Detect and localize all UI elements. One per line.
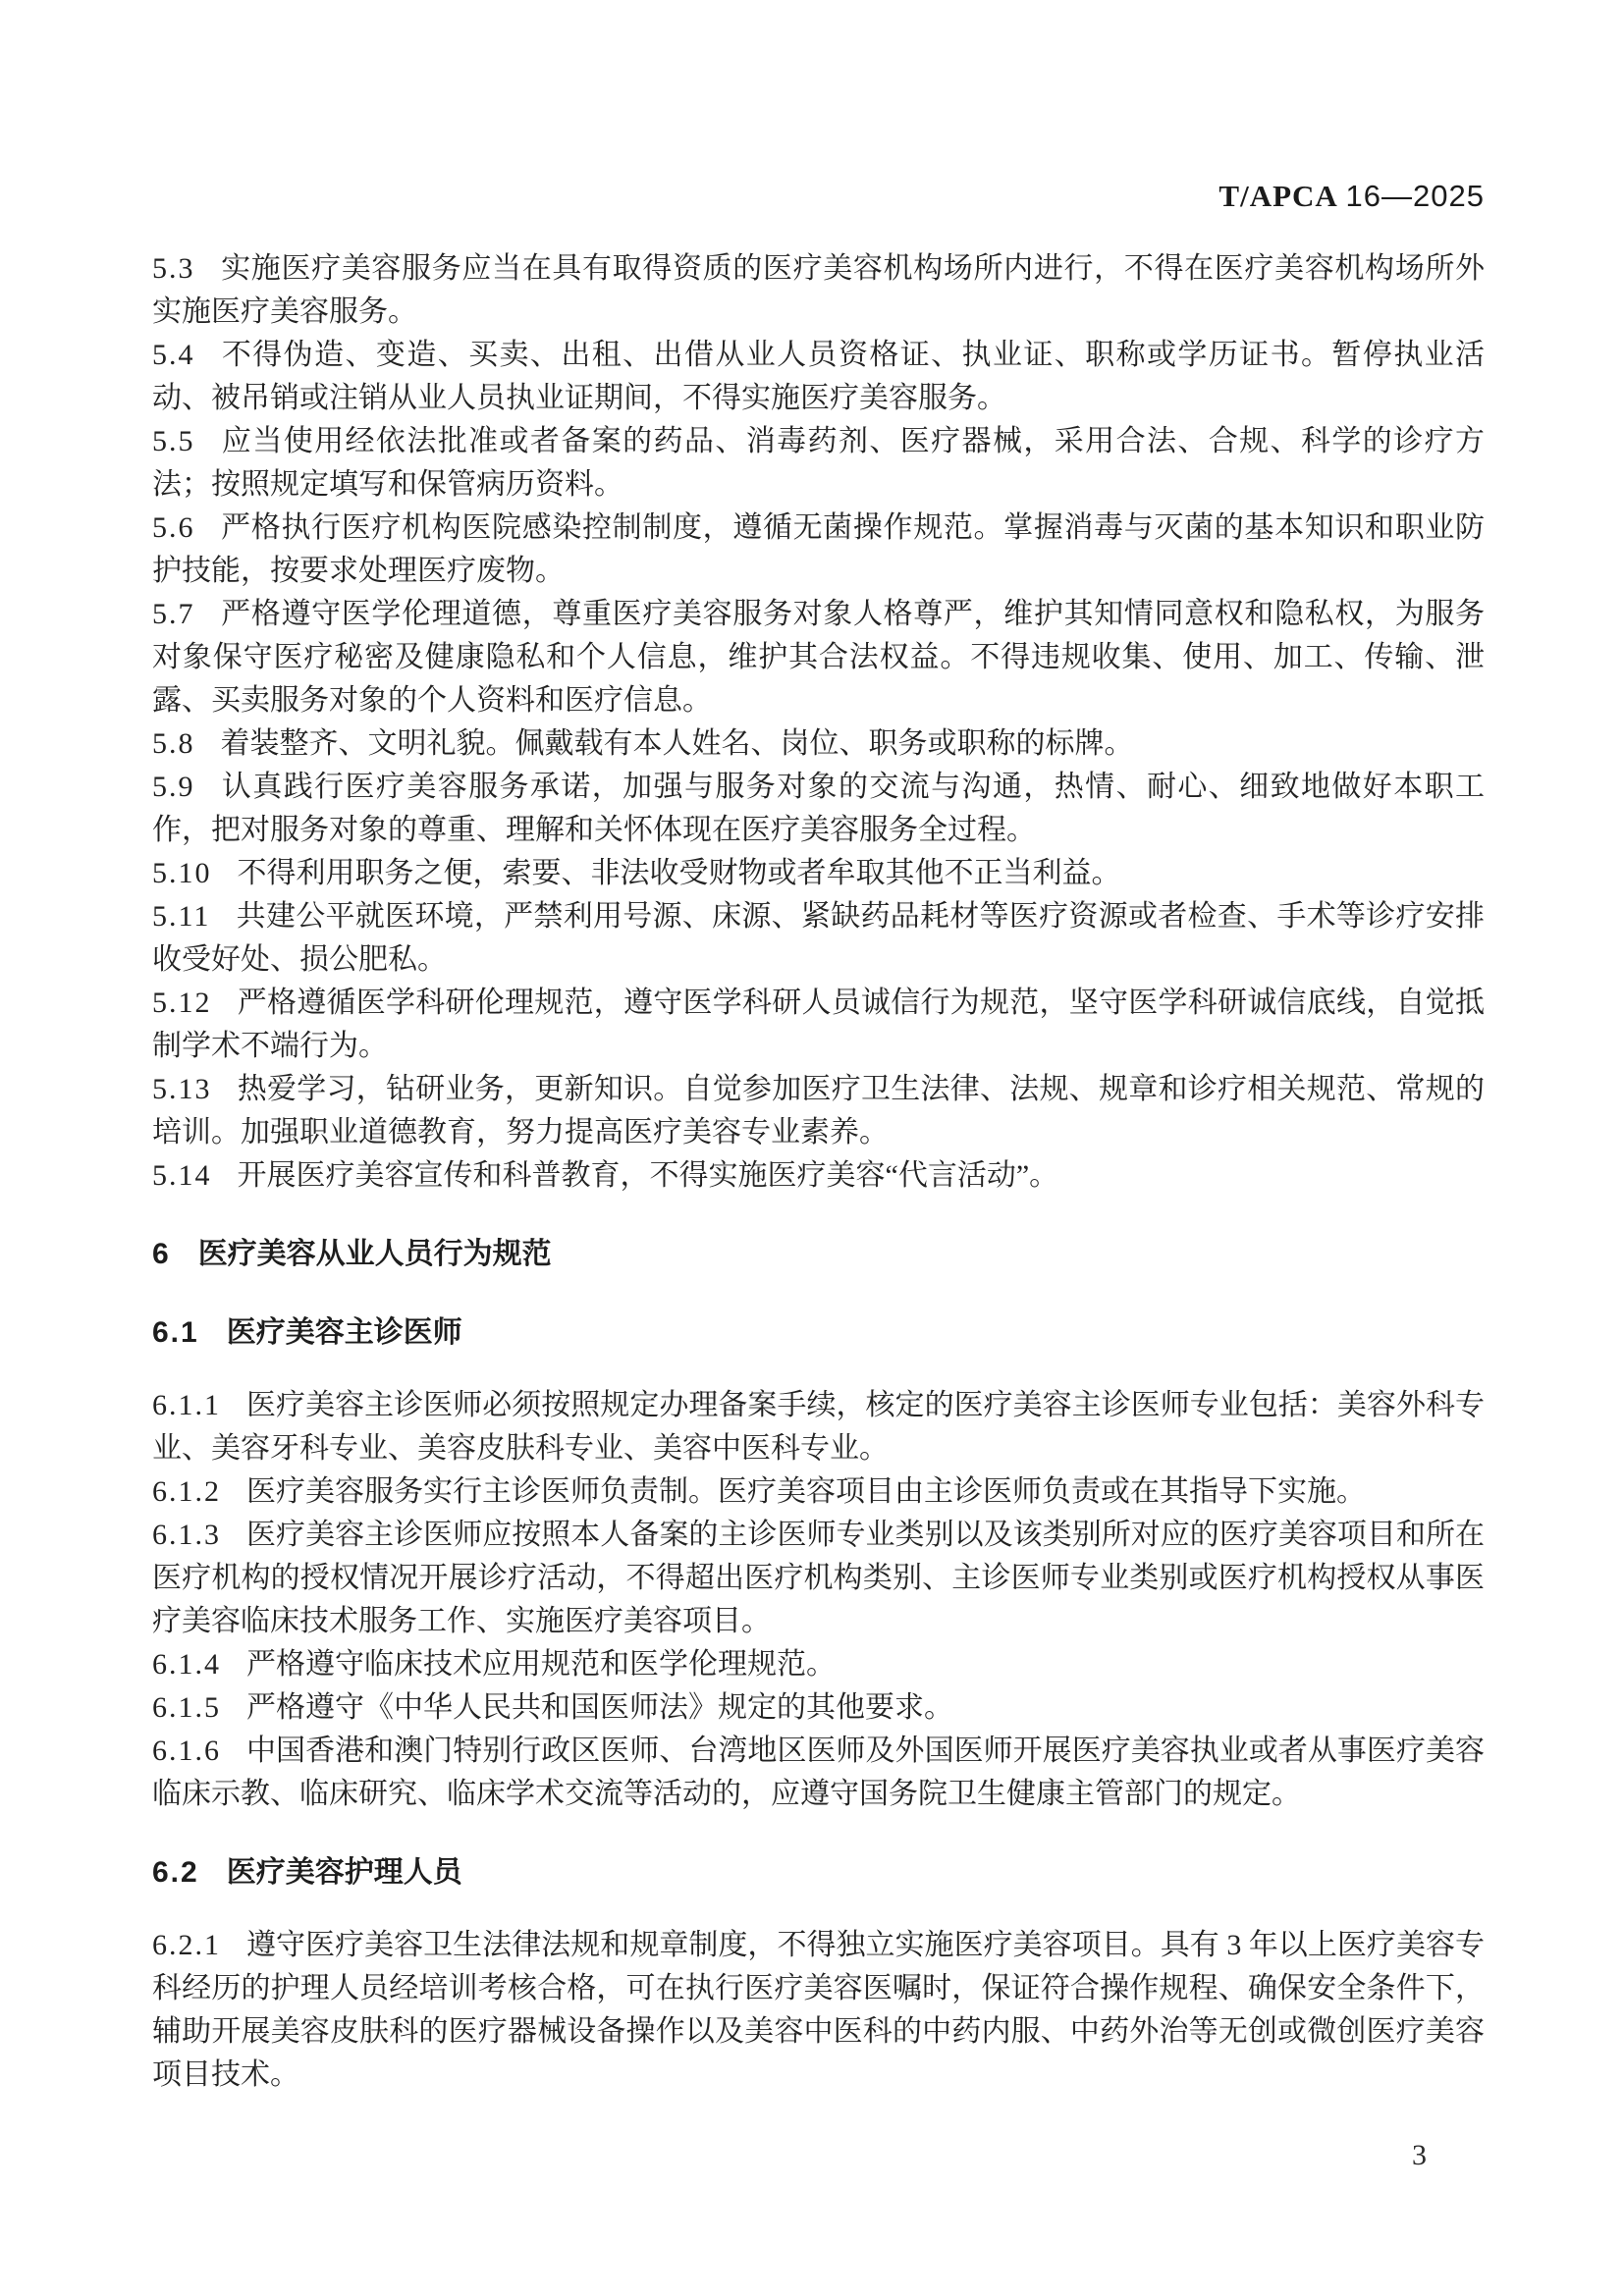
clause-paragraph [152,1154,1485,1198]
document-code-prefix: T/APCA [1218,179,1338,213]
clause-number: 6.1.6 [152,1735,221,1767]
clause-text: 着装整齐、文明礼貌。佩戴载有本人姓名、岗位、职务或职称的标牌。 [220,727,1134,760]
clause-paragraph [152,722,1485,766]
clause-paragraph [152,1643,1485,1686]
clause-paragraph [152,593,1485,722]
subsection-heading [152,1311,1485,1355]
clause-paragraph [152,1924,1485,2097]
clause-paragraph [152,1514,1485,1643]
clause-text: 开展医疗美容宣传和科普教育，不得实施医疗美容“代言活动”。 [237,1159,1059,1192]
document-code [1218,180,1485,213]
clause-paragraph [152,766,1485,852]
clause-text: 不得利用职务之便，索要、非法收受财物或者牟取其他不正当利益。 [237,857,1121,889]
clause-number: 6.1.2 [152,1475,221,1508]
clause-text: 严格遵守《中华人民共和国医师法》规定的其他要求。 [246,1691,953,1724]
subsection-heading [152,1851,1485,1895]
clause-text: 遵守医疗美容卫生法律法规和规章制度，不得独立实施医疗美容项目。具有 3 年以上医疗美容专科经历的护理人员经培训考核合格，可在执行医疗美容医嘱时，保证符合操作规程、确保安全条件下，辅助开展美容皮肤科的医疗器械设备操作以及美容中医科的中药内服、中药外治等无创或微创医疗美容项目技术。 [152,1929,1485,2091]
clause-number: 6.1.4 [152,1648,221,1681]
clause-number: 5.5 [152,425,195,457]
clause-text: 严格遵守医学伦理道德，尊重医疗美容服务对象人格尊严，维护其知情同意权和隐私权，为服务对象保守医疗秘密及健康隐私和个人信息，维护其合法权益。不得违规收集、使用、加工、传输、泄露、买卖服务对象的个人资料和医疗信息。 [152,598,1485,717]
clause-paragraph [152,1068,1485,1154]
clause-paragraph [152,1384,1485,1470]
clause-paragraph [152,895,1485,982]
clause-paragraph [152,247,1485,334]
clause-text: 严格遵守临床技术应用规范和医学伦理规范。 [246,1648,836,1681]
clause-text: 医疗美容主诊医师应按照本人备案的主诊医师专业类别以及该类别所对应的医疗美容项目和所在医疗机构的授权情况开展诊疗活动，不得超出医疗机构类别、主诊医师专业类别或医疗机构授权从事医疗美容临床技术服务工作、实施医疗美容项目。 [152,1519,1485,1637]
clause-number: 5.13 [152,1073,212,1105]
clause-text: 严格遵循医学科研伦理规范，遵守医学科研人员诚信行为规范，坚守医学科研诚信底线，自觉抵制学术不端行为。 [152,987,1485,1062]
clause-number: 6 [152,1238,171,1270]
clause-number: 6.1.1 [152,1389,221,1421]
clause-paragraph [152,1470,1485,1514]
clause-number: 5.4 [152,339,195,371]
clause-number: 5.12 [152,987,212,1019]
clause-paragraph [152,1686,1485,1730]
clause-number: 6.1.3 [152,1519,221,1551]
clause-paragraph [152,852,1485,895]
clause-text: 应当使用经依法批准或者备案的药品、消毒药剂、医疗器械，采用合法、合规、科学的诊疗方法；按照规定填写和保管病历资料。 [152,425,1485,501]
section-heading [152,1233,1485,1276]
clause-paragraph [152,420,1485,507]
clause-text: 共建公平就医环境，严禁利用号源、床源、紧缺药品耗材等医疗资源或者检查、手术等诊疗安排收受好处、损公肥私。 [152,900,1485,976]
clause-text: 医疗美容主诊医师 [226,1316,462,1349]
document-content [152,247,1485,2097]
clause-number: 5.8 [152,727,195,760]
clause-number: 5.9 [152,771,195,803]
clause-number: 6.2 [152,1856,199,1889]
clause-text: 医疗美容护理人员 [226,1856,462,1889]
clause-text: 医疗美容服务实行主诊医师负责制。医疗美容项目由主诊医师负责或在其指导下实施。 [246,1475,1366,1508]
clause-number: 6.2.1 [152,1929,221,1961]
clause-number: 5.11 [152,900,211,933]
clause-number: 5.7 [152,598,195,630]
clause-number: 5.10 [152,857,212,889]
clause-number: 5.14 [152,1159,212,1192]
clause-number: 6.1 [152,1316,199,1349]
clause-paragraph [152,507,1485,593]
clause-text: 中国香港和澳门特别行政区医师、台湾地区医师及外国医师开展医疗美容执业或者从事医疗美容临床示教、临床研究、临床学术交流等活动的，应遵守国务院卫生健康主管部门的规定。 [152,1735,1485,1810]
clause-text: 医疗美容主诊医师必须按照规定办理备案手续，核定的医疗美容主诊医师专业包括：美容外科专业、美容牙科专业、美容皮肤科专业、美容中医科专业。 [152,1389,1485,1465]
clause-text: 热爱学习，钻研业务，更新知识。自觉参加医疗卫生法律、法规、规章和诊疗相关规范、常规的培训。加强职业道德教育，努力提高医疗美容专业素养。 [152,1073,1485,1148]
clause-text: 不得伪造、变造、买卖、出租、出借从业人员资格证、执业证、职称或学历证书。暂停执业活动、被吊销或注销从业人员执业证期间，不得实施医疗美容服务。 [152,339,1485,414]
document-code-number: 16—2025 [1345,179,1485,213]
clause-text: 认真践行医疗美容服务承诺，加强与服务对象的交流与沟通，热情、耐心、细致地做好本职工作，把对服务对象的尊重、理解和关怀体现在医疗美容服务全过程。 [152,771,1485,846]
clause-number: 6.1.5 [152,1691,221,1724]
page-number: 3 [1412,2139,1427,2171]
clause-text: 严格执行医疗机构医院感染控制制度，遵循无菌操作规范。掌握消毒与灭菌的基本知识和职业防护技能，按要求处理医疗废物。 [152,511,1485,587]
clause-paragraph [152,982,1485,1068]
clause-paragraph [152,334,1485,420]
clause-number: 5.3 [152,252,195,285]
clause-number: 5.6 [152,511,195,544]
clause-text: 医疗美容从业人员行为规范 [197,1238,552,1270]
clause-paragraph [152,1730,1485,1816]
clause-text: 实施医疗美容服务应当在具有取得资质的医疗美容机构场所内进行，不得在医疗美容机构场所外实施医疗美容服务。 [152,252,1485,328]
